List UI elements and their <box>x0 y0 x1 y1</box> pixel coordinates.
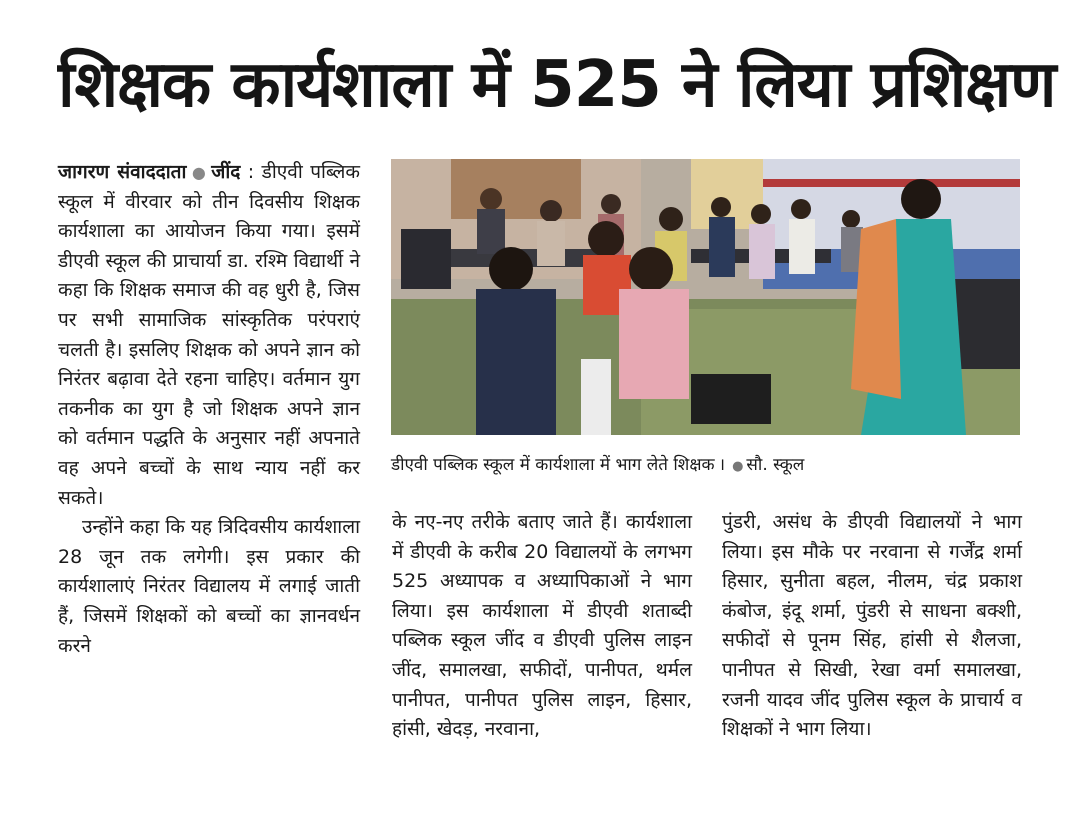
bullet-dot-icon: ● <box>732 459 744 474</box>
byline: जागरण संवाददाता <box>58 161 187 183</box>
headline: शिक्षक कार्यशाला में 525 ने लिया प्रशिक्षण <box>58 48 1056 122</box>
lead-paragraph <box>58 158 360 513</box>
dateline-colon: : <box>240 161 262 183</box>
caption-text: डीएवी पब्लिक स्कूल में कार्यशाला में भाग लेते शिक्षक <box>391 455 715 475</box>
dateline-location: जींद <box>211 161 241 183</box>
photo-caption <box>391 453 1020 479</box>
article-photo <box>391 159 1020 435</box>
paragraph-text: डीएवी पब्लिक स्कूल में वीरवार को तीन दिवसीय शिक्षक कार्यशाला का आयोजन किया गया। इसमें डीएवी स्कूल की प्राचार्या डा. रश्मि विद्यार्थी ने कहा कि शिक्षक समाज की वह धुरी है, जिस पर सभी सामाजिक सांस्कृतिक परंपराएं चलती है। इसलिए शिक्षक को अपने ज्ञान को निरंतर बढ़ावा देते रहना चाहिए। वर्तमान युग तकनीक का युग है जो शिक्षक अपने ज्ञान को वर्तमान पद्धति के अनुसार नहीं अपनाते वह अपने बच्चों के साथ न्याय नहीं कर सकते। <box>58 161 360 509</box>
caption-separator: । <box>718 455 726 475</box>
paragraph: पुंडरी, असंध के डीएवी विद्यालयों ने भाग लिया। इस मौके पर नरवाना से गर्जेंद्र शर्मा हिसार, सुनीता बहल, नीलम, चंद्र प्रकाश कंबोज, इंदू शर्मा, पुंडरी से साधना बक्शी, सफीदों से पूनम सिंह, हांसी से शैलजा, पानीपत से सिखी, रेखा वर्मा समालखा, रजनी यादव जींद पुलिस स्कूल के प्राचार्य व शिक्षकों ने भाग लिया। <box>722 511 1022 741</box>
article-column-2 <box>392 508 692 745</box>
paragraph: उन्होंने कहा कि यह त्रिदिवसीय कार्यशाला 28 जून तक लगेगी। इस प्रकार की कार्यशालाएं निरंतर विद्यालय में लगाई जाती हैं, जिसमें शिक्षकों को बच्चों का ज्ञानवर्धन करने <box>58 516 361 657</box>
article-column-3 <box>722 508 1022 745</box>
photo-credit: सौ. स्कूल <box>746 455 805 475</box>
article-column-1 <box>58 158 360 661</box>
bullet-dot-icon: ● <box>190 163 208 182</box>
classroom-photo-illustration <box>391 159 1020 435</box>
paragraph: के नए-नए तरीके बताए जाते हैं। कार्यशाला में डीएवी के करीब 20 विद्यालयों के लगभग 525 अध्यापक व अध्यापिकाओं ने भाग लिया। इस कार्यशाला में डीएवी शताब्दी पब्लिक स्कूल जींद व डीएवी पुलिस लाइन जींद, समालखा, सफीदों, पानीपत, थर्मल पानीपत, पानीपत पुलिस लाइन, हिसार, हांसी, खेदड़, नरवाना, <box>392 511 692 741</box>
